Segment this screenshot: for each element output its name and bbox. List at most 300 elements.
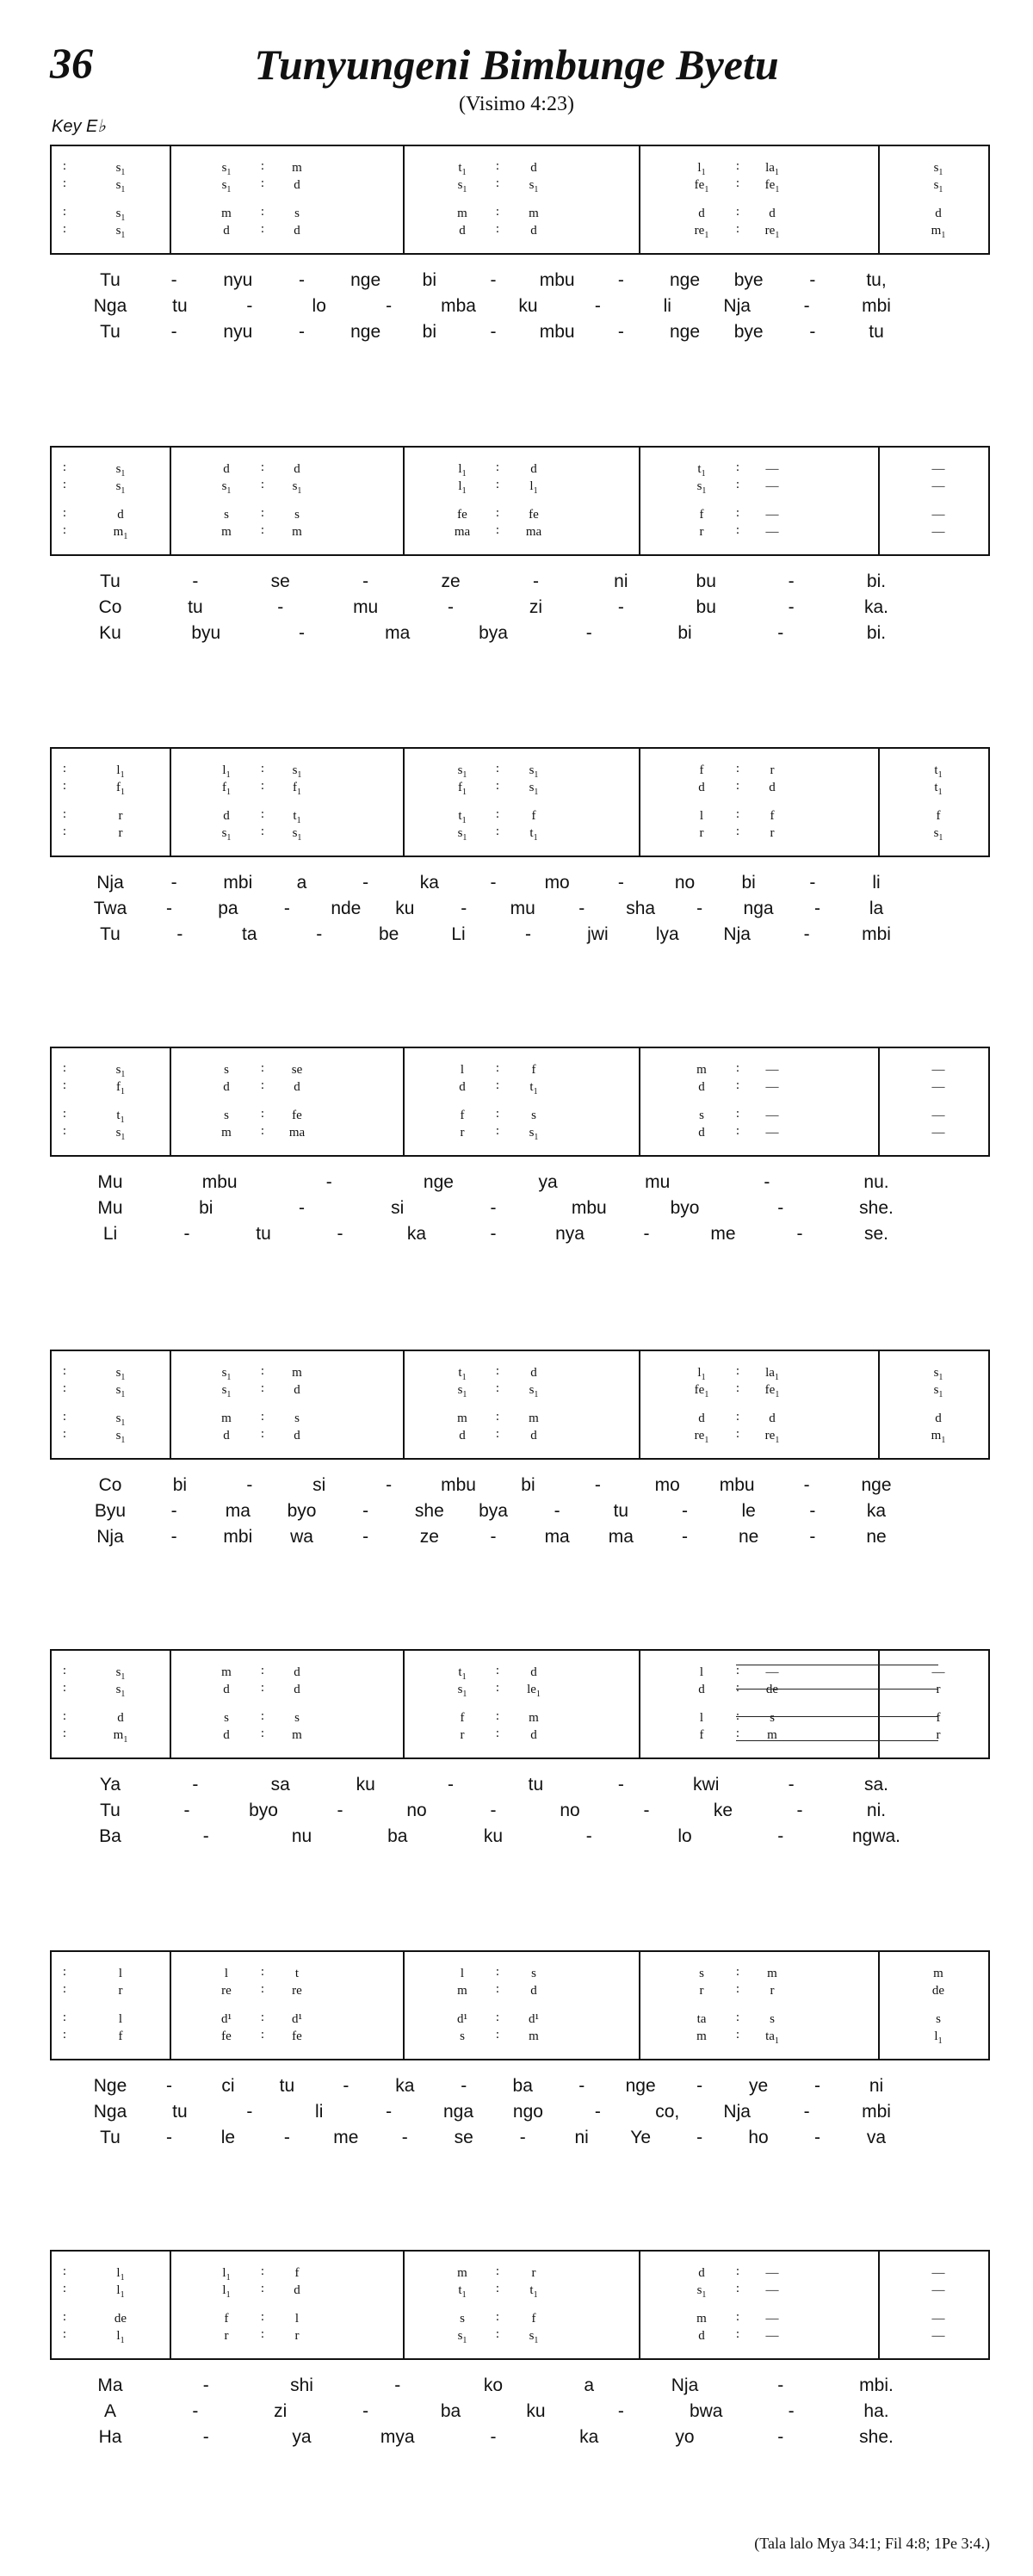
beat-colon: :: [62, 523, 67, 537]
lyric-syllable: mo: [544, 873, 570, 893]
lyric-syllable: pa: [218, 899, 238, 918]
beat-colon: :: [62, 1982, 67, 1996]
solfa-note: $f_1$: [116, 781, 125, 797]
solfa-note: $s_1$: [115, 1683, 126, 1699]
solfa-note: d: [294, 224, 300, 238]
lyric-syllable: Li: [102, 1224, 118, 1244]
bar-line: [878, 1351, 880, 1458]
lyric-syllable: tu: [188, 597, 203, 617]
solfa-note: re: [292, 1984, 302, 1998]
solfa-note: d: [223, 1080, 230, 1094]
lyric-hyphen: -: [490, 270, 497, 290]
bar-line: [403, 2252, 405, 2358]
beat-colon: :: [735, 2264, 740, 2278]
lyric-syllable: byo: [249, 1801, 278, 1820]
beat-colon: :: [260, 807, 265, 821]
lyrics-block: [50, 571, 990, 671]
solfa-note: f: [936, 1711, 941, 1725]
solfa-note: —: [765, 462, 779, 476]
lyric-syllable: bi: [677, 623, 692, 643]
lyric-hyphen: -: [246, 2102, 253, 2122]
solfa-note: m: [529, 207, 539, 220]
solfa-note: $s_1$: [933, 826, 943, 843]
solfa-note: $la_1$: [765, 161, 779, 177]
solfa-note: d: [698, 2329, 705, 2343]
solfa-note: m: [457, 1412, 467, 1425]
lyric-syllable: bwa: [689, 2401, 723, 2421]
solfa-note: $t_1$: [458, 2283, 467, 2300]
lyric-syllable: ze: [441, 571, 461, 591]
lyric-hyphen: -: [578, 2076, 585, 2096]
lyric-hyphen: -: [788, 1775, 795, 1795]
solfa-note: $s_1$: [115, 1126, 126, 1142]
lyric-syllable: mbi: [862, 924, 891, 944]
lyric-syllable: mu: [510, 899, 535, 918]
beat-colon: :: [62, 1965, 67, 1979]
solfa-note: $s_1$: [933, 161, 943, 177]
lyric-syllable: bi: [172, 1475, 188, 1495]
beat-colon: :: [735, 2310, 740, 2324]
solfa-note: $re_1$: [764, 1429, 780, 1445]
lyric-hyphen: -: [165, 2128, 172, 2147]
lyric-syllable: ni: [574, 2128, 589, 2147]
beat-colon: :: [495, 1061, 500, 1075]
bar-line: [639, 749, 640, 856]
lyric-syllable: nu: [291, 1826, 312, 1846]
lyric-syllable: no: [674, 873, 696, 893]
lyric-hyphen: -: [386, 296, 393, 316]
bar-line: [403, 146, 405, 253]
solfa-note: s: [224, 508, 229, 522]
music-system-2: [50, 446, 990, 671]
solfa-note: f: [699, 763, 704, 777]
solfa-note: $f_1$: [458, 781, 467, 797]
lyric-hyphen: -: [788, 571, 795, 591]
solfa-note: —: [931, 1063, 945, 1077]
lyric-syllable: nyu: [223, 322, 253, 342]
solfa-note: d¹: [292, 2012, 302, 2026]
solfa-note: $fe_1$: [694, 1383, 709, 1399]
solfa-note: s: [294, 207, 300, 220]
bar-line: [639, 2252, 640, 2358]
lyric-syllable: byo: [287, 1501, 317, 1521]
solfa-note: —: [931, 525, 945, 539]
lyric-syllable: bi.: [866, 623, 887, 643]
lyric-hyphen: -: [299, 270, 305, 290]
solfa-note: $t_1$: [934, 781, 943, 797]
beat-colon: :: [735, 176, 740, 190]
solfa-note: $m_1$: [931, 1429, 946, 1445]
lyrics-block: [50, 1475, 990, 1575]
solfa-note: f: [118, 2029, 123, 2043]
lyric-syllable: ngwa.: [851, 1826, 901, 1846]
solfa-note: $s_1$: [529, 781, 539, 797]
solfa-note: $s_1$: [292, 763, 302, 780]
lyric-hyphen: -: [814, 2076, 821, 2096]
bar-line: [403, 1351, 405, 1458]
lyric-hyphen: -: [617, 597, 624, 617]
solfa-note: $s_1$: [529, 1383, 539, 1399]
beat-colon: :: [62, 1410, 67, 1424]
solfa-note: d: [530, 1429, 537, 1442]
beat-colon: :: [495, 1410, 500, 1424]
beat-colon: :: [260, 1965, 265, 1979]
beat-colon: :: [260, 2327, 265, 2341]
beat-colon: :: [260, 460, 265, 474]
beat-colon: :: [735, 1107, 740, 1121]
lyric-syllable: me: [333, 2128, 359, 2147]
solfa-note: $fe_1$: [764, 178, 780, 195]
lyric-syllable: tu,: [866, 270, 887, 290]
beat-colon: :: [735, 460, 740, 474]
solfa-note: —: [765, 1063, 779, 1077]
lyric-syllable: Nga: [93, 296, 127, 316]
lyric-syllable: ku: [518, 296, 538, 316]
solfa-note: s: [294, 1412, 300, 1425]
beat-colon: :: [495, 1709, 500, 1723]
solfa-note: r: [936, 1683, 941, 1696]
solfa-note: r: [118, 1984, 123, 1998]
lyric-hyphen: -: [362, 873, 369, 893]
beat-colon: :: [62, 1681, 67, 1695]
lyric-syllable: no: [560, 1801, 580, 1820]
solfa-note: s: [460, 2029, 465, 2043]
lyric-hyphen: -: [343, 2076, 349, 2096]
solfa-note: —: [765, 1126, 779, 1140]
lyric-syllable: Tu: [100, 571, 121, 591]
lyric-hyphen: -: [183, 1224, 190, 1244]
lyric-syllable: ba: [512, 2076, 533, 2096]
solfa-note: m: [221, 1126, 232, 1140]
lyric-hyphen: -: [594, 2102, 601, 2122]
beat-colon: :: [62, 159, 67, 173]
lyric-hyphen: -: [490, 1198, 497, 1218]
lyric-hyphen: -: [299, 623, 305, 643]
lyric-hyphen: -: [192, 571, 199, 591]
lyric-hyphen: -: [490, 322, 497, 342]
lyric-syllable: nde: [331, 899, 362, 918]
footer-references: (Tala lalo Mya 34:1; Fil 4:8; 1Pe 3:4.): [754, 2535, 990, 2552]
tie-line: [736, 1689, 938, 1690]
lyric-syllable: mbu: [201, 1172, 238, 1192]
lyric-syllable: mbu: [571, 1198, 607, 1218]
beat-colon: :: [260, 205, 265, 219]
solfa-note: —: [931, 479, 945, 493]
solfa-note: s: [531, 1109, 536, 1122]
beat-colon: :: [735, 1681, 740, 1695]
tonic-solfa-staff: [50, 1350, 990, 1460]
lyric-syllable: Nja: [723, 2102, 751, 2122]
solfa-note: —: [765, 1080, 779, 1094]
bar-line: [403, 749, 405, 856]
solfa-note: r: [460, 1728, 465, 1742]
solfa-note: s: [460, 2312, 465, 2326]
music-system-1: [50, 145, 990, 370]
lyric-hyphen: -: [362, 571, 369, 591]
lyric-syllable: ci: [221, 2076, 235, 2096]
solfa-note: $s_1$: [115, 1412, 126, 1428]
solfa-note: de: [765, 1683, 779, 1696]
lyric-syllable: Twa: [93, 899, 127, 918]
beat-colon: :: [735, 1664, 740, 1677]
solfa-note: $l_1$: [116, 2266, 125, 2283]
lyric-syllable: she: [414, 1501, 444, 1521]
solfa-note: fe: [292, 1109, 302, 1122]
bar-line: [170, 448, 171, 554]
beat-colon: :: [260, 1078, 265, 1092]
solfa-note: $t_1$: [116, 1109, 125, 1125]
lyric-hyphen: -: [777, 1826, 784, 1846]
lyric-syllable: Mu: [97, 1172, 123, 1192]
solfa-note: $s_1$: [115, 1429, 126, 1445]
solfa-note: $s_1$: [115, 479, 126, 496]
lyric-syllable: ni: [869, 2076, 884, 2096]
lyric-syllable: lo: [677, 1826, 692, 1846]
solfa-note: $l_1$: [458, 479, 467, 496]
solfa-note: $s_1$: [933, 1383, 943, 1399]
beat-colon: :: [495, 1078, 500, 1092]
lyric-syllable: bi: [199, 1198, 213, 1218]
lyric-hyphen: -: [490, 1801, 497, 1820]
beat-colon: :: [495, 807, 500, 821]
bar-line: [403, 1952, 405, 2059]
lyric-syllable: tu: [279, 2076, 295, 2096]
lyric-syllable: ka: [395, 2076, 415, 2096]
lyric-syllable: a: [584, 2375, 595, 2395]
beat-colon: :: [62, 176, 67, 190]
beat-colon: :: [495, 1727, 500, 1740]
lyrics-block: [50, 1172, 990, 1272]
lyric-hyphen: -: [325, 1172, 332, 1192]
lyric-hyphen: -: [777, 2375, 784, 2395]
beat-colon: :: [735, 1381, 740, 1395]
music-system-8: [50, 2250, 990, 2475]
lyric-syllable: sha: [626, 899, 656, 918]
lyric-hyphen: -: [617, 873, 624, 893]
lyric-syllable: bi: [422, 270, 437, 290]
lyric-syllable: Ye: [630, 2128, 652, 2147]
lyric-syllable: Tu: [100, 270, 121, 290]
beat-colon: :: [735, 1078, 740, 1092]
lyric-syllable: Ku: [99, 623, 121, 643]
lyric-syllable: ku: [526, 2401, 546, 2421]
solfa-note: $t_1$: [458, 1366, 467, 1382]
solfa-note: f: [224, 2312, 229, 2326]
lyric-hyphen: -: [490, 873, 497, 893]
beat-colon: :: [260, 2011, 265, 2024]
lyrics-block: [50, 1775, 990, 1875]
lyric-syllable: lya: [655, 924, 679, 944]
solfa-note: s: [699, 1109, 704, 1122]
lyric-hyphen: -: [617, 2401, 624, 2421]
lyric-syllable: ku: [483, 1826, 504, 1846]
solfa-note: $l_1$: [222, 763, 231, 780]
solfa-note: —: [931, 462, 945, 476]
solfa-note: s: [224, 1109, 229, 1122]
beat-colon: :: [260, 1364, 265, 1378]
page-number: 36: [50, 39, 93, 87]
bar-line: [170, 146, 171, 253]
lyric-syllable: bu: [696, 571, 716, 591]
lyric-syllable: ka: [419, 873, 439, 893]
solfa-note: —: [765, 1109, 779, 1122]
bar-line: [878, 448, 880, 554]
beat-colon: :: [495, 2282, 500, 2295]
lyric-hyphen: -: [170, 1501, 177, 1521]
solfa-note: $l_1$: [116, 2329, 125, 2345]
lyric-hyphen: -: [777, 1198, 784, 1218]
solfa-note: $s_1$: [529, 1126, 539, 1142]
beat-colon: :: [735, 1965, 740, 1979]
lyric-hyphen: -: [554, 1501, 560, 1521]
solfa-note: $s_1$: [221, 1366, 232, 1382]
lyric-syllable: mu: [353, 597, 379, 617]
beat-colon: :: [260, 1410, 265, 1424]
solfa-note: $s_1$: [221, 161, 232, 177]
solfa-note: $m_1$: [931, 224, 946, 240]
solfa-note: $l_1$: [529, 479, 538, 496]
solfa-note: $l_1$: [934, 2029, 943, 2046]
lyric-hyphen: -: [809, 1501, 816, 1521]
beat-colon: :: [260, 762, 265, 775]
solfa-note: f: [699, 1728, 704, 1742]
lyric-syllable: shi: [290, 2375, 313, 2395]
solfa-note: d: [117, 1711, 124, 1725]
lyric-syllable: bya: [479, 623, 508, 643]
lyric-hyphen: -: [192, 2401, 199, 2421]
solfa-note: —: [931, 2266, 945, 2280]
solfa-note: m: [221, 525, 232, 539]
beat-colon: :: [62, 762, 67, 775]
beat-colon: :: [495, 478, 500, 491]
lyric-syllable: Tu: [100, 322, 121, 342]
lyric-syllable: li: [663, 296, 671, 316]
lyric-hyphen: -: [461, 2076, 467, 2096]
solfa-note: d: [294, 1665, 300, 1679]
solfa-note: $s_1$: [457, 1383, 467, 1399]
solfa-note: $s_1$: [115, 224, 126, 240]
solfa-note: $t_1$: [458, 1665, 467, 1682]
solfa-note: —: [931, 2329, 945, 2343]
lyric-syllable: she.: [859, 2427, 894, 2447]
lyric-syllable: Nja: [96, 873, 124, 893]
solfa-note: $t_1$: [529, 2283, 538, 2300]
lyric-syllable: byo: [670, 1198, 700, 1218]
lyric-syllable: ya: [292, 2427, 312, 2447]
solfa-note: s: [531, 1967, 536, 1980]
solfa-note: l: [118, 2012, 123, 2026]
lyric-syllable: se: [454, 2128, 473, 2147]
solfa-note: $s_1$: [529, 178, 539, 195]
solfa-note: d: [294, 1429, 300, 1442]
lyric-hyphen: -: [809, 270, 816, 290]
solfa-note: s: [224, 1063, 229, 1077]
lyric-syllable: bi: [521, 1475, 535, 1495]
lyric-syllable: Ba: [99, 1826, 121, 1846]
solfa-note: f: [531, 809, 536, 823]
lyric-syllable: nge: [350, 322, 381, 342]
beat-colon: :: [260, 222, 265, 236]
solfa-note: s: [770, 1711, 775, 1725]
lyric-syllable: Tu: [100, 2128, 121, 2147]
lyric-syllable: Ma: [97, 2375, 123, 2395]
lyric-hyphen: -: [696, 2076, 703, 2096]
bar-line: [639, 1952, 640, 2059]
lyric-syllable: Nja: [96, 1527, 124, 1547]
lyric-syllable: mbi.: [859, 2375, 894, 2395]
tonic-solfa-staff: [50, 747, 990, 857]
lyric-syllable: sa.: [863, 1775, 889, 1795]
solfa-note: m: [457, 2266, 467, 2280]
solfa-note: r: [770, 763, 775, 777]
beat-colon: :: [62, 1381, 67, 1395]
bar-line: [403, 1048, 405, 1155]
beat-colon: :: [62, 2028, 67, 2042]
solfa-note: r: [770, 826, 775, 840]
solfa-note: d: [223, 809, 230, 823]
solfa-note: $s_1$: [696, 479, 707, 496]
bar-line: [170, 1651, 171, 1757]
tonic-solfa-staff: [50, 1047, 990, 1157]
bar-line: [639, 1048, 640, 1155]
lyric-syllable: yo: [675, 2427, 695, 2447]
beat-colon: :: [260, 1107, 265, 1121]
tonic-solfa-staff: [50, 1649, 990, 1759]
beat-colon: :: [62, 1727, 67, 1740]
beat-colon: :: [495, 1364, 500, 1378]
solfa-note: s: [699, 1967, 704, 1980]
lyric-syllable: be: [378, 924, 399, 944]
solfa-note: r: [936, 1728, 941, 1742]
beat-colon: :: [62, 825, 67, 838]
beat-colon: :: [495, 762, 500, 775]
lyric-syllable: ma: [608, 1527, 634, 1547]
solfa-note: —: [765, 2329, 779, 2343]
lyric-syllable: ba: [387, 1826, 408, 1846]
lyric-hyphen: -: [246, 1475, 253, 1495]
key-signature: Key E♭: [52, 117, 106, 136]
solfa-note: r: [224, 2329, 229, 2343]
beat-colon: :: [735, 523, 740, 537]
beat-colon: :: [62, 2264, 67, 2278]
lyric-hyphen: -: [814, 2128, 821, 2147]
lyric-syllable: ya: [538, 1172, 558, 1192]
lyric-syllable: nyu: [223, 270, 253, 290]
solfa-note: d: [530, 1366, 537, 1380]
solfa-note: $t_1$: [458, 809, 467, 825]
lyric-syllable: si: [391, 1198, 405, 1218]
lyric-syllable: mbu: [539, 322, 575, 342]
solfa-note: —: [765, 508, 779, 522]
lyric-syllable: le: [741, 1501, 756, 1521]
bar-line: [639, 1651, 640, 1757]
lyric-syllable: mu: [645, 1172, 671, 1192]
lyric-syllable: bu: [696, 597, 716, 617]
solfa-note: $s_1$: [457, 178, 467, 195]
lyric-syllable: bi.: [866, 571, 887, 591]
lyric-hyphen: -: [448, 597, 455, 617]
beat-colon: :: [260, 1727, 265, 1740]
lyric-syllable: wa: [290, 1527, 313, 1547]
lyric-syllable: nge: [350, 270, 381, 290]
solfa-note: m: [221, 207, 232, 220]
beat-colon: :: [260, 1061, 265, 1075]
lyric-syllable: nga: [743, 899, 774, 918]
solfa-note: d¹: [221, 2012, 232, 2026]
lyric-hyphen: -: [585, 1826, 592, 1846]
solfa-note: $f_1$: [116, 1080, 125, 1096]
lyric-hyphen: -: [803, 2102, 810, 2122]
